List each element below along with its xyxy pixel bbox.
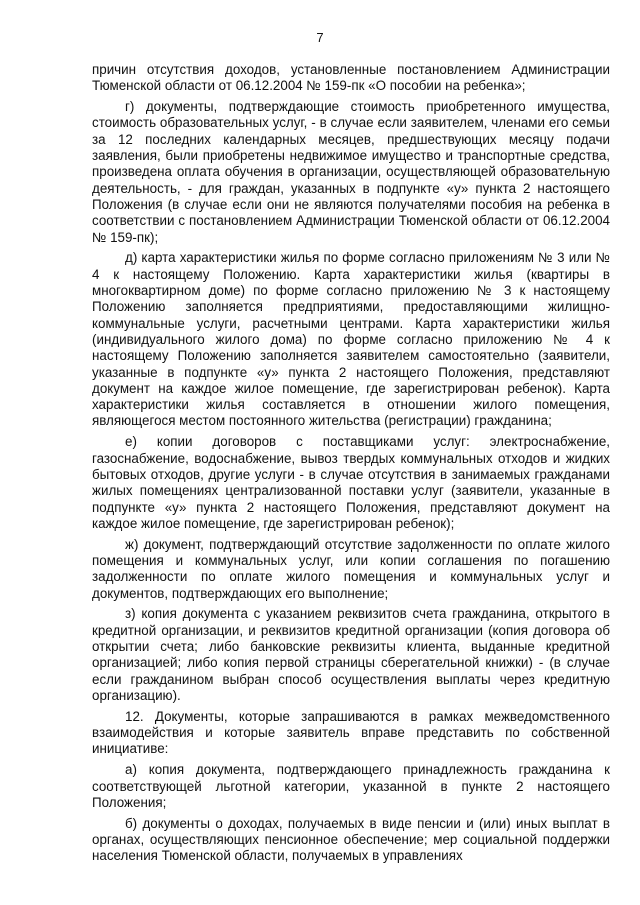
paragraph-item-d: д) карта характеристики жилья по форме согласно приложениям № 3 или № 4 к настоящему Положению. Карта характеристики жилья (квартиры в многоквартирном доме) по форме согласно приложению № 3 к настоящему Положению заполняется предприятиями, предоставляющими жилищно-коммунальные услуги, расчетными центрами. Карта характеристики жилья (индивидуального жилого дома) по форме согласно приложению № 4 к настоящему Положению заполняется заявителем самостоятельно (заявители, указанные в подпункте «у» пункта 2 настоящего Положения, представляют документ на каждое жилое помещение, где зарегистрирован ребенок). Карта характеристики жилья составляется в отношении жилого помещения, являющегося местом постоянного жительства (регистрации) гражданина;	[92, 250, 610, 429]
page-number: 7	[316, 30, 324, 45]
paragraph-continuation: причин отсутствия доходов, установленные постановлением Администрации Тюменской области от 06.12.2004 № 159-пк «О пособии на ребенка»;	[92, 62, 610, 94]
document-body	[92, 62, 610, 869]
paragraph-item-g: г) документы, подтверждающие стоимость приобретенного имущества, стоимость образовательных услуг, - в случае если заявителем, членами его семьи за 12 последних календарных месяцев, предшествующих месяцу подачи заявления, были приобретены недвижимое имущество и транспортные средства, произведена оплата обучения в организации, осуществляющей образовательную деятельность, - для граждан, указанных в подпункте «у» пункта 2 настоящего Положения (в случае если они не являются получателями пособия на ребенка в соответствии с постановлением Администрации Тюменской области от 06.12.2004 № 159-пк);	[92, 99, 610, 245]
paragraph-item-e: е) копии договоров с поставщиками услуг: электроснабжение, газоснабжение, водоснабжение, вывоз твердых коммунальных отходов и жидких бытовых отходов, другие услуги - в случае отсутствия в занимаемых гражданами жилых помещениях централизованной поставки услуг (заявители, указанные в подпункте «у» пункта 2 настоящего Положения, представляют документ на каждое жилое помещение, где зарегистрирован ребенок);	[92, 434, 610, 531]
paragraph-item-a: а) копия документа, подтверждающего принадлежность гражданина к соответствующей льготной категории, указанной в пункте 2 настоящего Положения;	[92, 762, 610, 810]
paragraph-item-zh: ж) документ, подтверждающий отсутствие задолженности по оплате жилого помещения и коммунальных услуг, или копии соглашения по погашению задолженности по оплате жилого помещения и коммунальных услуг и документов, подтверждающих его выполнение;	[92, 536, 610, 601]
paragraph-section-12: 12. Документы, которые запрашиваются в рамках межведомственного взаимодействия и которые заявитель вправе представить по собственной инициативе:	[92, 708, 610, 757]
paragraph-item-z: з) копия документа с указанием реквизитов счета гражданина, открытого в кредитной организации, и реквизитов кредитной организации (копия договора об открытии счета; либо банковские реквизиты клиента, выданные кредитной организацией; либо копия первой страницы сберегательной книжки) - (в случае если гражданином выбран способ осуществления выплаты через кредитную организацию).	[92, 606, 610, 703]
paragraph-item-b: б) документы о доходах, получаемых в виде пенсии и (или) иных выплат в органах, осуществляющих пенсионное обеспечение; мер социальной поддержки населения Тюменской области, получаемых в управлениях	[92, 815, 610, 864]
